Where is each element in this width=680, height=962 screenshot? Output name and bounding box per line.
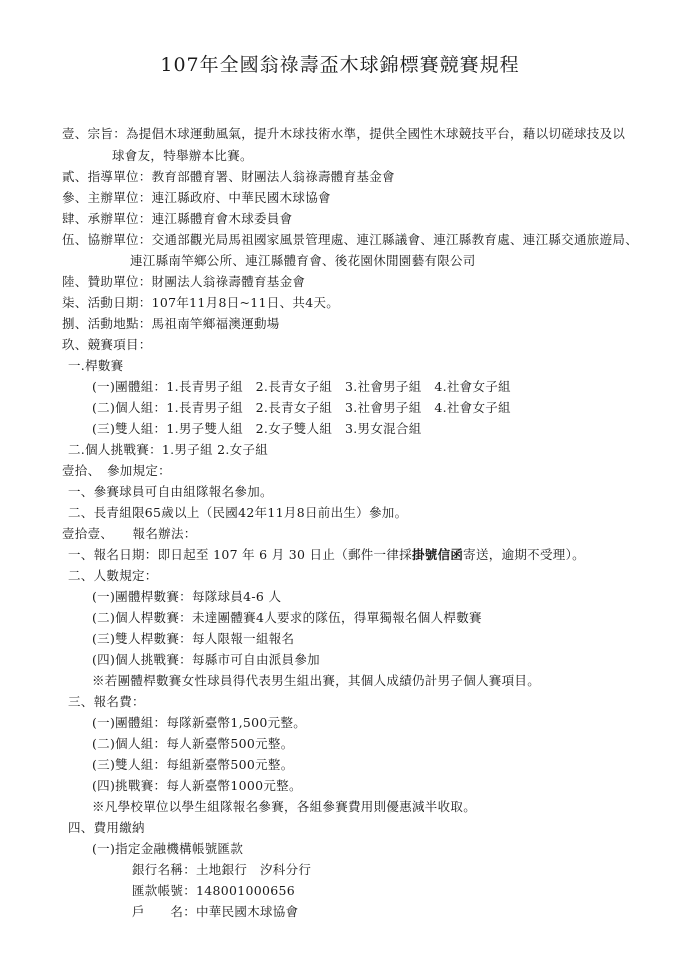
- organizer-unit: 參、主辦單位：連江縣政府、中華民國木球協會: [62, 190, 331, 205]
- headcount-team: (一)團體桿數賽：每隊球員4-6 人: [92, 589, 282, 604]
- headcount-heading: 二、人數規定：: [68, 568, 158, 583]
- participation-rule-2: 二、長青組限65歲以上（民國42年11月8日前出生）參加。: [68, 505, 408, 520]
- bank-account: 匯款帳號：148001000656: [132, 883, 296, 898]
- headcount-note: ※若團體桿數賽女性球員得代表男生組出賽，其個人成績仍計男子個人賽項目。: [92, 673, 541, 688]
- registration-date: [68, 547, 585, 563]
- individual-division: (二)個人組：1.長青男子組 2.長青女子組 3.社會男子組 4.社會女子組: [92, 400, 511, 415]
- registered-mail-emphasis: 掛號信函: [411, 547, 464, 562]
- sponsor-unit: 陸、贊助單位：財團法人翁祿壽體育基金會: [62, 274, 306, 289]
- registration-date-prefix: 一、報名日期：即日起至 107 年 6 月 30 日止（郵件一律採: [68, 547, 412, 562]
- fee-challenge: (四)挑戰賽：每人新臺幣1000元整。: [92, 778, 302, 793]
- headcount-individual: (二)個人桿數賽：未達團體賽4人要求的隊伍，得單獨報名個人桿數賽: [92, 610, 482, 625]
- stroke-play-heading: 一.桿數賽: [68, 358, 124, 373]
- host-unit: 肆、承辦單位：連江縣體育會木球委員會: [62, 211, 293, 226]
- event-date: 柒、活動日期：107年11月8日~11日、共4天。: [62, 295, 340, 310]
- participation-heading: 壹拾、 參加規定：: [62, 463, 171, 478]
- headcount-pair: (三)雙人桿數賽：每人限報一組報名: [92, 631, 295, 646]
- payment-heading: 四、費用繳納: [68, 820, 145, 835]
- purpose-line-1: 壹、宗旨：為提倡木球運動風氣，提升木球技術水準，提供全國性木球競技平台，藉以切磋球技及以: [62, 126, 626, 141]
- events-heading: 玖、競賽項目：: [62, 337, 152, 352]
- challenge-division: 二.個人挑戰賽：1.男子組 2.女子組: [68, 442, 268, 457]
- document-title: 107年全國翁祿壽盃木球錦標賽競賽規程: [160, 54, 520, 76]
- account-holder: 戶 名：中華民國木球協會: [132, 904, 299, 919]
- payment-method: (一)指定金融機構帳號匯款: [92, 841, 244, 856]
- headcount-challenge: (四)個人挑戰賽：每縣市可自由派員參加: [92, 652, 320, 667]
- fee-individual: (二)個人組：每人新臺幣500元整。: [92, 736, 294, 751]
- fee-pair: (三)雙人組：每組新臺幣500元整。: [92, 757, 294, 772]
- registration-date-suffix: 寄送，逾期不受理）。: [463, 547, 585, 562]
- co-organizer-line-1: 伍、協辦單位：交通部觀光局馬祖國家風景管理處、連江縣議會、連江縣教育處、連江縣交通旅遊局、: [62, 232, 639, 247]
- fee-team: (一)團體組：每隊新臺幣1,500元整。: [92, 715, 307, 730]
- purpose-line-2: 球會友，特舉辦本比賽。: [112, 148, 253, 163]
- fee-note: ※凡學校單位以學生組隊報名參賽，各組參賽費用則優惠減半收取。: [92, 799, 477, 814]
- bank-name: 銀行名稱：土地銀行 汐科分行: [132, 862, 312, 877]
- co-organizer-line-2: 連江縣南竿鄉公所、連江縣體育會、後花園休閒園藝有限公司: [130, 253, 476, 268]
- event-venue: 捌、活動地點：馬祖南竿鄉福澳運動場: [62, 316, 280, 331]
- supervising-unit: 貳、指導單位：教育部體育署、財團法人翁祿壽體育基金會: [62, 169, 395, 184]
- fee-heading: 三、報名費：: [68, 694, 145, 709]
- participation-rule-1: 一、參賽球員可自由組隊報名參加。: [68, 484, 273, 499]
- pair-division: (三)雙人組：1.男子雙人組 2.女子雙人組 3.男女混合組: [92, 421, 422, 436]
- team-division: (一)團體組：1.長青男子組 2.長青女子組 3.社會男子組 4.社會女子組: [92, 379, 511, 394]
- registration-heading: 壹拾壹、 報名辦法：: [62, 526, 197, 541]
